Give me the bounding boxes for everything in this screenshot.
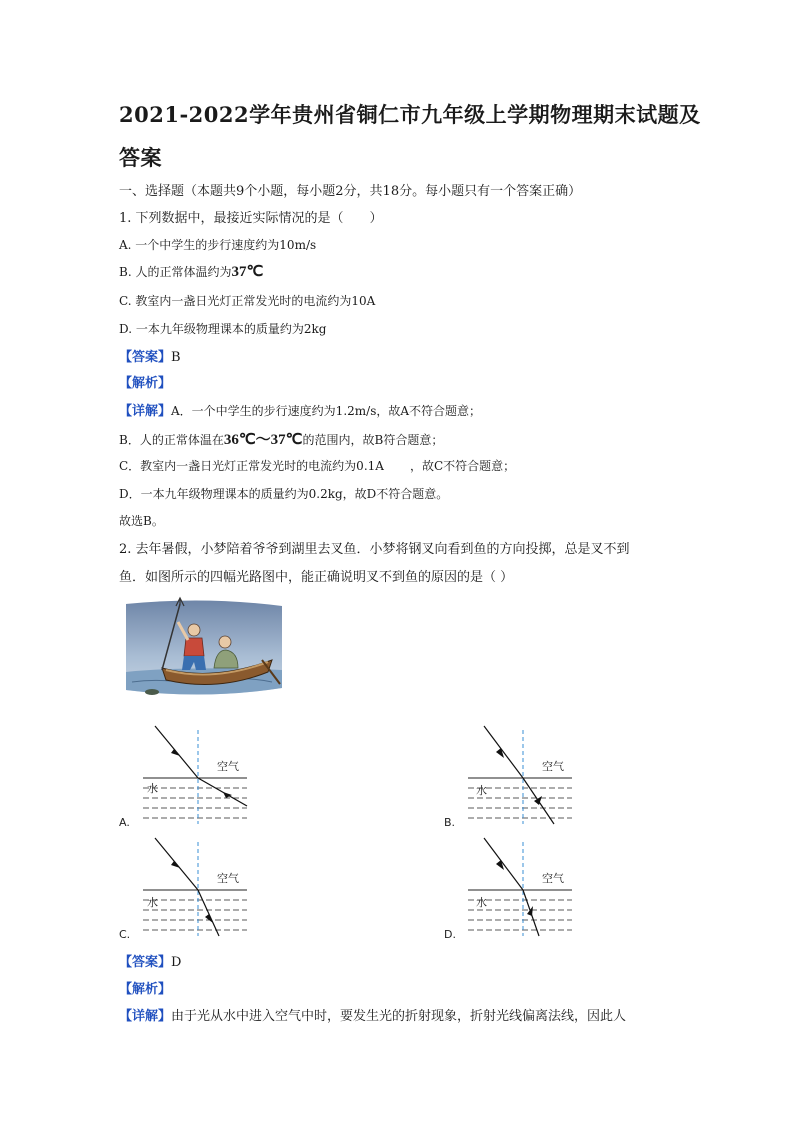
q1-stem: 1. 下列数据中，最接近实际情况的是（ ） xyxy=(119,211,383,226)
ray-option-a-label: A. xyxy=(119,816,130,829)
ray-option-d-label: D. xyxy=(444,928,456,941)
q1-option-b-text: B. 人的正常体温约为 xyxy=(119,265,232,279)
q1-answer xyxy=(119,346,181,365)
q1-analysis-label: 【解析】 xyxy=(119,376,172,391)
q1-conclusion: 故选B。 xyxy=(119,514,164,528)
q1-detail-b-pre: B．人的正常体温在 xyxy=(119,433,224,447)
q1-option-c: C. 教室内一盏日光灯正常发光时的电流约为10A xyxy=(119,294,376,308)
q2-detail-text: 由于光从水中进入空气中时，要发生光的折射现象，折射光线偏离法线，因此人 xyxy=(171,1009,627,1024)
q1-detail-a-text: A．一个中学生的步行速度约为1.2m/s，故A不符合题意； xyxy=(171,404,482,418)
detail-label: 【详解】 xyxy=(119,1009,172,1024)
ray-diagram-c xyxy=(143,838,247,936)
label-water-a: 水 xyxy=(147,782,158,795)
answer-value: B xyxy=(171,350,181,365)
detail-label: 【详解】 xyxy=(119,404,172,419)
q1-detail-c-post: ，故C不符合题意； xyxy=(409,459,516,473)
ray-diagram-a xyxy=(143,726,247,824)
label-air-b: 空气 xyxy=(542,760,564,773)
ray-option-b-label: B. xyxy=(444,816,456,829)
document-title-line2: 答案 xyxy=(119,145,162,170)
section-heading: 一、选择题（本题共9个小题，每小题2分，共18分。每小题只有一个答案正确） xyxy=(119,184,582,199)
q1-detail-c-pre: C．教室内一盏日光灯正常发光时的电流约为0.1A xyxy=(119,459,384,473)
ray-option-c-label: C. xyxy=(119,928,131,941)
label-water-b: 水 xyxy=(476,784,487,797)
q1-option-d: D. 一本九年级物理课本的质量约为2kg xyxy=(119,322,327,336)
q2-detail xyxy=(119,1005,626,1024)
ray-diagrams xyxy=(0,720,794,960)
q1-detail-b xyxy=(119,428,443,449)
document-title-line1: 2021-2022学年贵州省铜仁市九年级上学期物理期末试题及 xyxy=(119,102,701,127)
label-air-d: 空气 xyxy=(542,872,564,885)
q1-option-b-value: 37℃ xyxy=(231,264,264,280)
answer-label: 【答案】 xyxy=(119,350,172,365)
fishing-illustration xyxy=(122,596,286,708)
q2-stem-line1: 2. 去年暑假，小梦陪着爷爷到湖里去叉鱼．小梦将钢叉向看到鱼的方向投掷，总是叉不到 xyxy=(119,542,630,557)
q2-answer xyxy=(119,951,181,970)
q1-detail-c xyxy=(119,457,515,474)
q1-detail-a xyxy=(119,400,481,419)
answer-value: D xyxy=(171,955,182,970)
q1-detail-b-post: 的范围内，故B符合题意； xyxy=(302,433,444,447)
q1-detail-d: D．一本九年级物理课本的质量约为0.2kg，故D不符合题意。 xyxy=(119,487,449,501)
label-water-c: 水 xyxy=(147,896,158,909)
q1-detail-b-range: 36℃～37℃ xyxy=(223,432,303,448)
label-air-a: 空气 xyxy=(217,760,239,773)
label-water-d: 水 xyxy=(476,896,487,909)
ray-diagram-b xyxy=(468,726,572,824)
q2-stem-line2: 鱼．如图所示的四幅光路图中，能正确说明叉不到鱼的原因的是（ ） xyxy=(119,570,514,585)
label-air-c: 空气 xyxy=(217,872,239,885)
answer-label: 【答案】 xyxy=(119,955,172,970)
ray-diagram-d xyxy=(468,838,572,936)
q1-option-a: A. 一个中学生的步行速度约为10m/s xyxy=(119,238,317,252)
q2-analysis-label: 【解析】 xyxy=(119,982,172,997)
q1-option-b xyxy=(119,262,263,281)
